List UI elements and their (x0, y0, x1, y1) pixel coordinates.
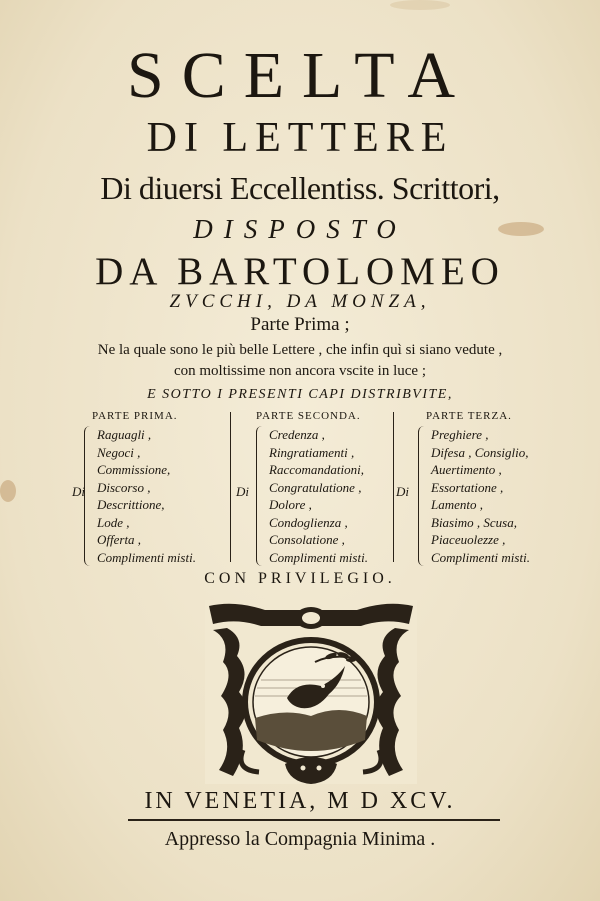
list-item: Congratulatione , (269, 479, 362, 495)
column-heading: PARTE SECONDA. (256, 410, 361, 422)
editor-name: DA BARTOLOMEO (95, 250, 505, 293)
contents-columns (60, 410, 560, 570)
list-item: Auertimento , (431, 462, 502, 477)
editor-origin: ZVCCHI, DA MONZA, (169, 291, 431, 312)
paper-stain (0, 480, 16, 502)
list-item: Raguagli , (97, 427, 152, 442)
list-item: Credenza , (269, 427, 325, 442)
list-item: Biasimo , Scusa, (431, 514, 517, 530)
horizontal-rule (128, 819, 500, 821)
authors-line: Di diuersi Eccellentiss. Scrittori, (100, 170, 500, 206)
list-item: Complimenti misti. (97, 549, 196, 565)
book-subtitle: DI LETTERE (146, 115, 454, 161)
list-item: Raccomandationi, (269, 462, 364, 477)
chapters-heading: E SOTTO I PRESENTI CAPI DISTRIBVITE, (147, 387, 453, 402)
list-item: Negoci , (97, 444, 141, 460)
disposto-line: DISPOSTO (193, 214, 407, 244)
list-item: Descrittione, (97, 497, 165, 512)
list-item: Difesa , Consiglio, (431, 444, 529, 460)
list-item: Discorso , (97, 479, 151, 495)
column-divider (230, 412, 231, 562)
privilege-line: CON PRIVILEGIO. (204, 570, 396, 587)
description-line-1: Ne la quale sono le più belle Lettere , che infin quì si siano vedute , (97, 342, 503, 358)
column-list (418, 426, 530, 566)
list-item: Commissione, (97, 462, 171, 477)
printer-device-woodcut (205, 600, 417, 784)
book-title: SCELTA (127, 39, 473, 112)
list-item: Consolatione , (269, 532, 345, 547)
column-list (84, 426, 196, 566)
column-heading: PARTE TERZA. (426, 410, 512, 422)
di-prefix: Di (236, 484, 249, 499)
publisher-line: Appresso la Compagnia Minima . (164, 828, 436, 850)
place-date: IN VENETIA, M D XCV. (144, 788, 456, 814)
list-item: Offerta , (97, 532, 142, 547)
description-line-2: con moltissime non ancora vscite in luce ; (173, 363, 427, 379)
column-heading: PARTE PRIMA. (92, 410, 178, 422)
list-item: Dolore , (269, 497, 312, 512)
column-parte-terza (400, 410, 530, 566)
list-item: Ringratiamenti , (269, 444, 355, 460)
column-parte-seconda (236, 410, 368, 566)
list-item: Lamento , (431, 497, 483, 512)
paper-stain (390, 0, 450, 10)
list-item: Complimenti misti. (269, 549, 368, 565)
list-item: Complimenti misti. (431, 549, 530, 565)
list-item: Lode , (97, 514, 130, 530)
list-item: Condoglienza , (269, 514, 348, 530)
list-item: Preghiere , (431, 427, 489, 442)
part-label: Parte Prima ; (250, 314, 350, 335)
di-prefix: Di (396, 484, 409, 499)
di-prefix: Di (72, 484, 85, 499)
column-list (256, 426, 368, 566)
list-item: Essortatione , (431, 479, 504, 495)
column-divider (393, 412, 394, 562)
list-item: Piaceuolezze , (431, 532, 506, 547)
